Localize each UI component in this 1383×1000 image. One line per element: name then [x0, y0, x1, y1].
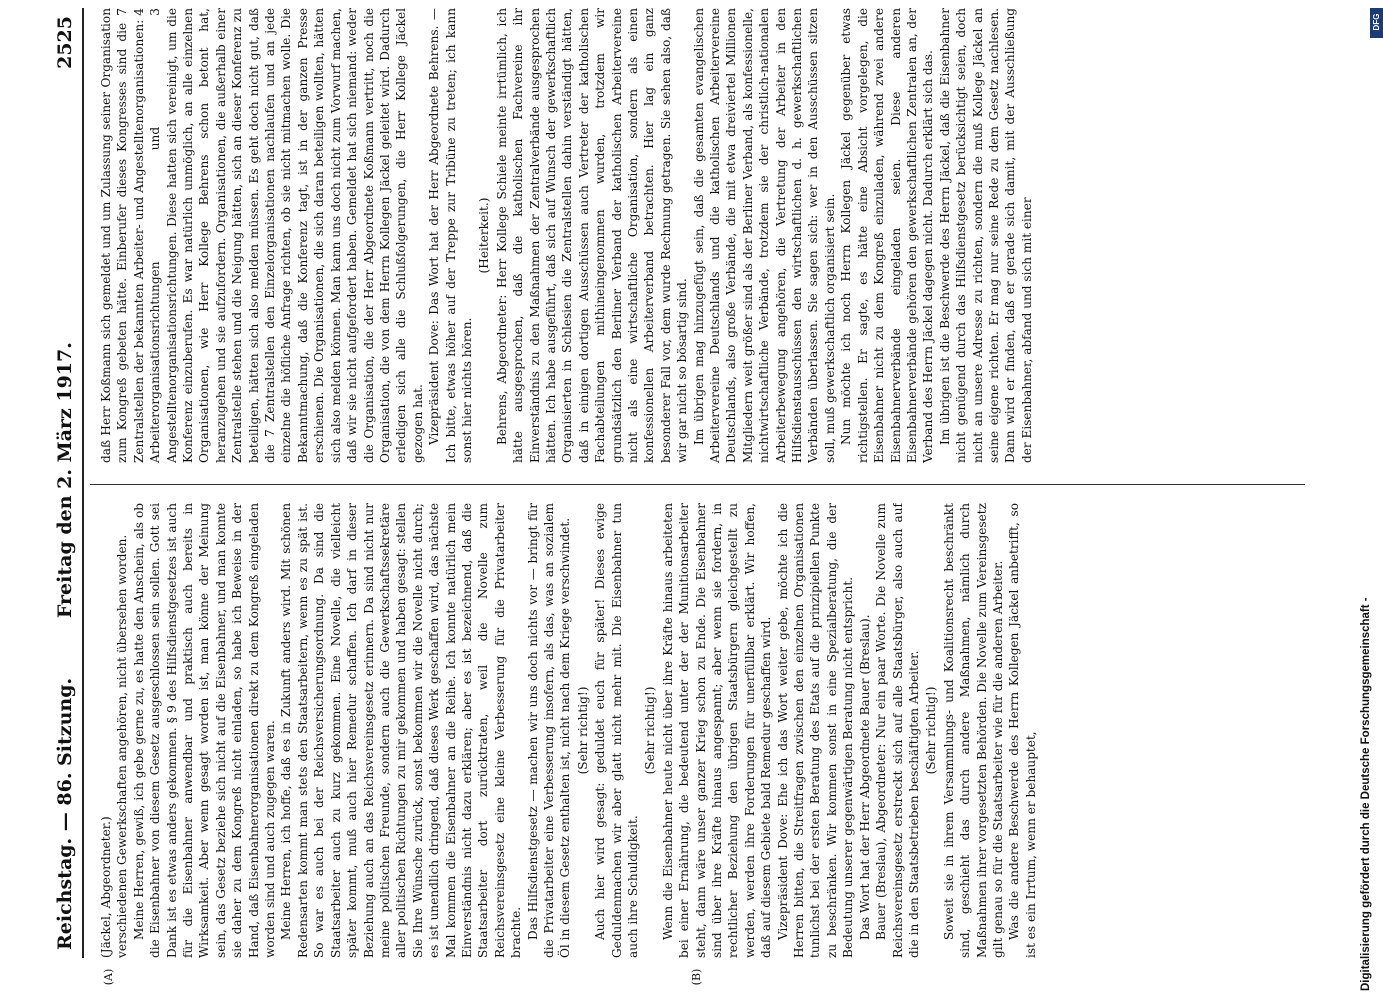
paragraph: Was die andere Beschwerde des Herrn Kollegen Jäckel anbetrifft, so ist es ein Irrtum, wenn er behauptet,: [1007, 503, 1038, 958]
paragraph: verschiedenen Gewerkschaften angehören, nicht übersehen worden.: [115, 534, 130, 958]
paragraph: Bauer (Breslau), Abgeordneter: Nur ein paar Worte. Die Novelle zum Reichsvereinsgesetz erstreckt sich auf alle Staatsbürger, also auch auf die in den Staatsbetrieben beschäftigten Arbeiter.: [874, 503, 921, 958]
interjection: (Sehr richtig!): [643, 686, 658, 775]
digitization-text: Digitalisierung gefördert durch die Deutsche Forschungsgemeinschaft -: [1360, 597, 1372, 991]
paragraph: Meine Herren, gewiß, ich gebe gerne zu, es hatte den Anschein, als ob die Eisenbahner von diesem Gesetz ausgeschlossen sein sollen. Gott sei Dank ist es etwas anders gekommen. § 9 des Hilfsdienstgesetzes ist auch für die Eisenbahner anwendbar und praktisch auch bereits in Wirksamkeit. Aber wenn gesagt worden ist, man könne der Meinung sein, das Gesetz beziehe sich nicht auf die Eisenbahner, und man konnte sie daher zu dem Kongreß nicht einladen, so habe ich Beweise in der Hand, daß Eisenbahnerorganisationen direkt zu dem Kongreß eingeladen worden sind und auch zugegen waren.: [131, 503, 278, 958]
interjection: (Sehr richtig!): [924, 686, 939, 775]
paragraph: Das Wort hat der Herr Abgeordnete Bauer (Breslau).: [857, 614, 872, 940]
margin-marker-b: (B): [690, 968, 703, 986]
paragraph: Wenn die Eisenbahner heute nicht über ihre Kräfte hinaus arbeiteten bei einer Ernährung, die bedeutend unter der der Munitionsarbeiter steht, dann wäre unser ganzer Krieg schon zu Ende. Die Eisenbahner sind über ihre Kräfte hinaus angespannt; aber wenn sie fordern, in rechtlicher Beziehung den übrigen Staatsbürgern gleichgestellt zu werden, werden ihre Forderungen für unerfüllbar erklärt. Wir hoffen, daß auf diesem Gebiete bald Remedur geschaffen wird.: [660, 503, 774, 958]
paragraph: Im übrigen ist die Beschwerde des Herrn Jäckel, daß die Eisenbahner nicht genügend durch das Hilfsdienstgesetz berücksichtigt seien, doch nicht an unsere Adresse zu richten, sondern die muß Kollege Jäckel an seine eigene richten. Er mag nur seine Rede zu dem Gesetz nachlesen. Dann wird er finden, daß er gerade sich damit, mit der Ausschließung der Eisenbahner, abfand und sich mit einer: [937, 8, 1034, 463]
paragraph: Nun möchte ich noch Herrn Kollegen Jäckel gegenüber etwas richtigstellen. Er sagte, es hätte eine Absicht vorgelegen, die Eisenbahner nicht zu dem Kongreß einzuladen, während zwei andere Eisenbahnerverbände eingeladen seien. Diese anderen Eisenbahnerverbände gehören den gewerkschaftlichen Zentralen an, der Verband des Herrn Jäckel dagegen nicht. Dadurch erklärt sich das.: [839, 8, 936, 463]
page-header: [50, 8, 84, 958]
header-right: [54, 16, 76, 618]
right-column: [98, 8, 1298, 463]
paragraph: Vizepräsident Dove: Das Wort hat der Herr Abgeordnete Behrens. — Ich bitte, etwas höher auf der Treppe zur Tribüne zu treten; ich kann sonst hier nichts hören.: [427, 8, 474, 463]
paragraph: Meine Herren, ich hoffe, daß es in Zukunft anders wird. Mit schönen Redensarten kommt man stets den Staatsarbeitern, wenn es zu spät ist. So war es auch bei der Reichsversicherungsordnung. Da sind die Staatsarbeiter auch zu kurz gekommen. Eine Novelle, die vielleicht später kommt, muß auch hier Remedur schaffen. Ich darf in dieser Beziehung auch an das Reichsvereinsgesetz erinnern. Da sind nicht nur meine politischen Freunde, sondern auch die Gewerkschaftssekretäre aller politischen Richtungen zu mir gekommen und haben gesagt: stellen Sie Ihre Wünsche zurück, sonst bekommen wir die Novelle nicht durch; es ist unendlich dringend, daß dieses Werk geschaffen wird, das nächste Mal kommen die Eisenbahner an die Reihe. Ich konnte natürlich mein Einverständnis nicht dazu erklären; aber es ist bezeichnend, daß die Staatsarbeiter dort zurücktraten, weil die Novelle zum Reichsvereinsgesetz eine kleine Verbesserung für die Privatarbeiter brachte.: [279, 503, 524, 958]
interjection: (Sehr richtig!): [575, 686, 590, 775]
header-date: Freitag den 2. März 1917.: [54, 342, 76, 619]
paragraph: Behrens, Abgeordneter: Herr Kollege Schiele meinte irrtümlich, ich hätte ausgesprochen, daß die katholischen Fachvereine ihr Einverständnis zu den Maßnahmen der Zentralverbände ausgesprochen hätten. Ich habe ausgeführt, daß sich auf Wunsch der gewerkschaftlich Organisierten in Schlesien die Zentralstellen dahin verständigt hätten, daß in einigen dortigen Ausschüssen auch Vertreter der katholischen Fachabteilungen mithineingenommen wurden, trotzdem wir grundsätzlich den Berliner Verband der katholischen Arbeitervereine nicht als eine wirtschaftliche Organisation, sondern als einen konfessionellen Arbeiterverband betrachten. Hier lag ein ganz besonderer Fall vor, dem wurde Rechnung getragen. Sie sehen also, daß wir gar nicht so bösartig sind.: [494, 8, 690, 463]
page-number: 2525: [54, 16, 76, 69]
interjection: (Heiterkeit.): [477, 197, 492, 274]
speaker-continuation: (Jäckel, Abgeordneter.): [99, 816, 113, 958]
margin-marker-a: (A): [102, 968, 115, 986]
paragraph: daß Herr Koßmann sich gemeldet und um Zulassung seiner Organisation zum Kongreß gebeten hätte. Einberufer dieses Kongresses sind die 7 Zentralstellen der bekannten Arbeiter- und Angestelltenorganisationen: 4 Arbeiterorganisationsrichtungen und 3 Angestelltenorganisationsrichtungen. Diese hatten sich vereinigt, um die Konferenz einzuberufen. Es war natürlich unmöglich, an alle einzelnen Organisationen, wie Herr Kollege Behrens schon betont hat, heranzugehen und sie aufzufordern. Organisationen, die außerhalb einer Zentralstelle stehen und die Neigung hätten, sich an dieser Konferenz zu beteiligen, hätten sich also melden müssen. Es geht doch nicht gut, daß die 7 Zentralstellen den Einzelorganisationen nachlaufen und an jede einzelne die höfliche Anfrage richten, ob sie nicht mitmachen wolle. Die Bekanntmachung, daß die Konferenz tagt, ist in der ganzen Presse erschienen. Die Organisationen, die sich daran beteiligen wollten, hätten sich also melden können. Man kann uns doch nicht zum Vorwurf machen, daß wir sie nicht aufgefordert haben. Gemeldet hat sich niemand: weder die Organisation, die der Herr Abgeordnete Koßmann vertritt, noch die Organisation, die von dem Herrn Kollegen Jäckel geleitet wird. Dadurch erledigen sich alle die Schlußfolgerungen, die Herr Kollege Jäckel gezogen hat.: [99, 8, 425, 463]
paragraph: Auch hier wird gesagt: geduldet euch für später! Dieses ewige Geduldenmachen wir aber glatt nicht mehr mit. Die Eisenbahner tun auch ihre Schuldigkeit.: [593, 503, 640, 958]
dfg-logo: [1370, 8, 1383, 38]
margin-marker-d: [690, 0, 703, 6]
rotated-page: [50, 8, 1320, 986]
column-divider: [90, 484, 1305, 485]
header-left: Reichstag. — 86. Sitzung.: [54, 677, 76, 950]
left-column: [98, 503, 1298, 958]
margin-marker-c: [102, 0, 115, 6]
paragraph: Das Hilfsdienstgesetz — machen wir uns doch nichts vor — bringt für die Privatarbeiter eine Verbesserung insofern, als das, was an sozialem Öl in diesem Gesetz enthalten ist, nicht nach dem Kriege verschwindet.: [525, 503, 573, 958]
paragraph: Soweit sie in ihrem Versammlungs- und Koalitionsrecht beschränkt sind, geschieht das durch andere Maßnahmen, nämlich durch Maßnahmen ihrer vorgesetzten Behörden. Die Novelle zum Vereinsgesetz gilt genau so für die Staatsarbeiter wie für die anderen Arbeiter.: [941, 503, 1005, 958]
paragraph: Vizepräsident Dove: Ehe ich das Wort weiter gebe, möchte ich die Herren bitten, die Streitfragen zwischen den einzelnen Organisationen tunlichst bei der ersten Beratung des Etats auf die prinzipiellen Punkte zu beschränken. Wir kommen sonst in eine Spezialberatung, die der Bedeutung unserer gegenwärtigen Beratung nicht entspricht.: [775, 503, 856, 958]
paragraph: Im übrigen mag hinzugefügt sein, daß die gesamten evangelischen Arbeitervereine Deutschlands und die katholischen Arbeitervereine Deutschlands, also große Verbände, die mit etwa dreiviertel Millionen Mitgliedern weit größer sind als der Berliner Verband, als konfessionelle, nichtwirtschaftliche Verbände, trotzdem sie der christlich-nationalen Arbeiterbewegung angehören, die Vertretung der Arbeiter in den Hilfsdienstausschüssen den wirtschaftlichen d. h. gewerkschaftlichen Verbänden überlassen. Sie sagen sich: wer in den Ausschüssen sitzen soll, muß gewerkschaftlich organisiert sein.: [691, 8, 837, 463]
dfg-logo-text: DFG: [1372, 13, 1381, 31]
digitization-note: [1356, 6, 1376, 991]
header-rule: [82, 8, 84, 958]
